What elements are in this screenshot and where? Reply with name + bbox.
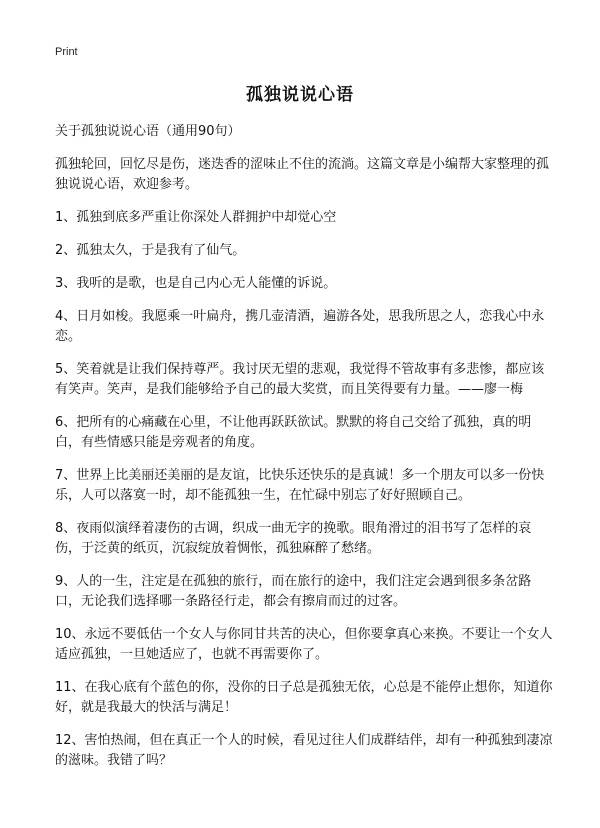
print-link[interactable]: Print bbox=[55, 46, 78, 58]
quote-item: 6、把所有的心痛藏在心里，不让他再跃跃欲试。默默的将自己交给了孤独，真的明白，有些情感只能是旁观者的角度。 bbox=[55, 415, 532, 450]
quote-item: 3、我听的是歌，也是自己内心无人能懂的诉说。 bbox=[55, 276, 337, 291]
quote-item: 1、孤独到底多严重让你深处人群拥护中却觉心空 bbox=[55, 210, 337, 225]
quote-item: 9、人的一生，注定是在孤独的旅行，而在旅行的途中，我们注定会遇到很多条岔路口，无论我们选择哪一条路径行走，都会有擦肩而过的过客。 bbox=[55, 574, 532, 609]
quote-item: 7、世界上比美丽还美丽的是友谊，比快乐还快乐的是真诚！多一个朋友可以多一份快乐，人可以落寞一时，却不能孤独一生，在忙碌中别忘了好好照顾自己。 bbox=[55, 468, 545, 503]
quote-item: 10、永远不要低估一个女人与你同甘共苦的决心，但你要拿真心来换。不要让一个女人适应孤独，一旦她适应了，也就不再需要你了。 bbox=[55, 627, 553, 662]
page-title: 孤独说说心语 bbox=[246, 85, 354, 105]
quote-item: 8、夜雨似演绎着凄伤的古调，织成一曲无字的挽歌。眼角滑过的泪书写了怎样的哀伤，于泛黄的纸页，沉寂绽放着惆怅，孤独麻醉了愁绪。 bbox=[55, 521, 532, 556]
article-body bbox=[55, 122, 555, 784]
article-subtitle: 关于孤独说说心语（通用90句） bbox=[55, 124, 241, 139]
quote-item: 12、害怕热闹，但在真正一个人的时候，看见过往人们成群结伴，却有一种孤独到凄凉的滋味。我错了吗？ bbox=[55, 733, 553, 768]
quote-item: 11、在我心底有个蓝色的你，没你的日子总是孤独无依，心总是不能停止想你，知道你好，就是我最大的快活与满足！ bbox=[55, 680, 553, 715]
quote-item: 5、笑着就是让我们保持尊严。我讨厌无望的悲观，我觉得不管故事有多悲惨，都应该有笑声。笑声，是我们能够给予自己的最大奖赏，而且笑得要有力量。——廖一梅 bbox=[55, 362, 545, 397]
article-intro: 孤独轮回，回忆尽是伤，迷迭香的涩味止不住的流淌。这篇文章是小编帮大家整理的孤独说说心语，欢迎参考。 bbox=[55, 157, 550, 192]
quote-item: 2、孤独太久，于是我有了仙气。 bbox=[55, 243, 246, 258]
quote-item: 4、日月如梭。我愿乘一叶扁舟，携几壶清酒，遍游各处，思我所思之人，恋我心中永恋。 bbox=[55, 309, 545, 344]
